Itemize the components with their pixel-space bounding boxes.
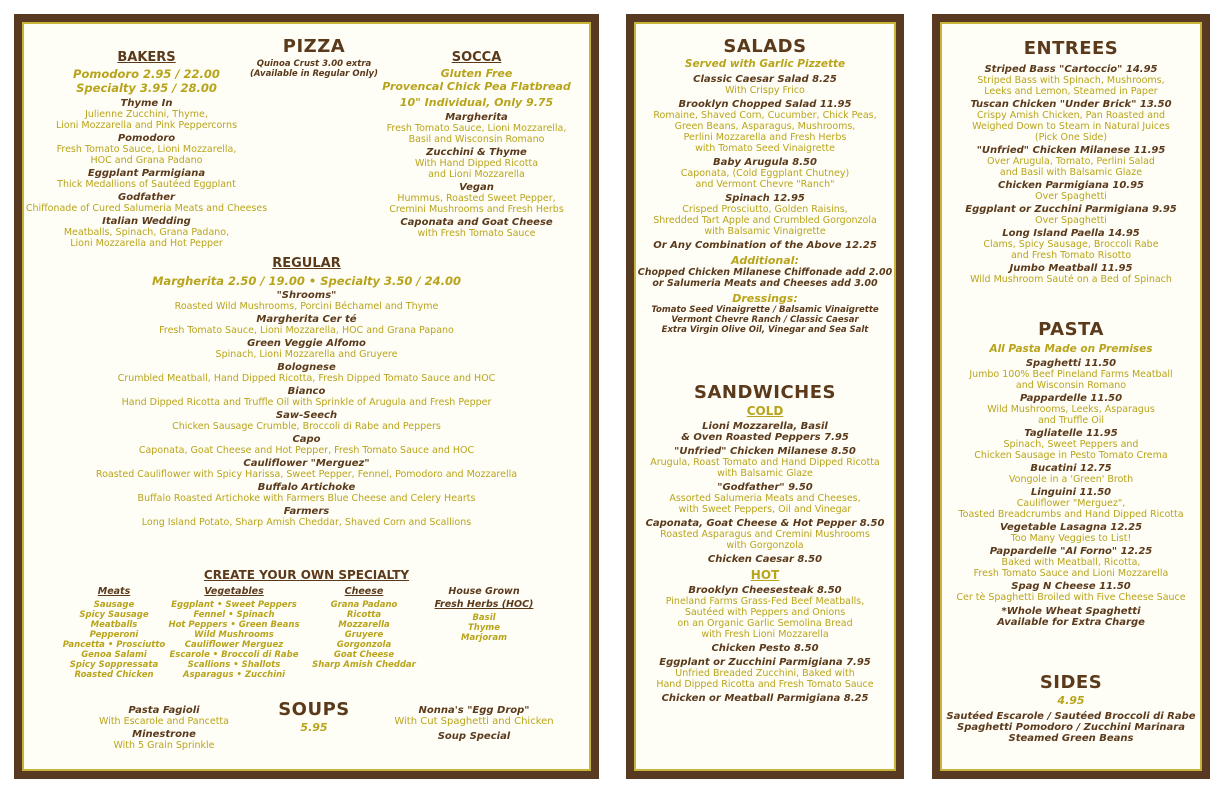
cheese-title: Cheese <box>344 586 384 597</box>
hot-title: HOT <box>750 568 780 582</box>
menu-item <box>636 585 894 640</box>
menu-item-desc: and Wisconsin Romano <box>1015 380 1127 391</box>
list-item: Sautéed Escarole / Sautéed Broccoli di Rabe <box>946 711 1196 722</box>
menu-item-desc: Fresh Tomato Sauce, Lioni Mozzarella, <box>386 123 567 134</box>
menu-item-desc: Weighed Down to Steam in Natural Juices <box>972 121 1170 132</box>
menu-item <box>379 217 574 239</box>
menu-item-desc: with Gorgonzola <box>726 540 804 551</box>
pasta-section <box>942 319 1200 628</box>
bakers-price-1: Pomodoro 2.95 / 22.00 <box>73 67 220 81</box>
additional-title: Additional: <box>731 254 799 267</box>
pasta-sub: All Pasta Made on Premises <box>989 343 1153 355</box>
menu-item-name: Green Veggie Alfomo <box>247 338 366 349</box>
menu-item-name: Eggplant or Zucchini Parmigiana 7.95 <box>659 657 871 668</box>
menu-item-desc: Spinach, Sweet Peppers and <box>1003 439 1139 450</box>
salads-title: SALADS <box>723 36 807 57</box>
menu-item-name: Margherita Cer té <box>256 314 357 325</box>
menu-item <box>636 643 894 654</box>
list-item: Ricotta <box>346 610 382 620</box>
list-item: Meatballs <box>90 620 138 630</box>
menu-item-desc: Hand Dipped Ricotta and Truffle Oil with Sprinkle of Arugula and Fresh Pepper <box>121 397 492 408</box>
list-item: Gorgonzola <box>336 640 392 650</box>
menu-item <box>942 145 1200 178</box>
menu-item <box>942 263 1200 285</box>
menu-item-name: Classic Caesar Salad 8.25 <box>693 74 837 85</box>
menu-item <box>942 393 1200 426</box>
menu-item-desc: Roasted Asparagus and Cremini Mushrooms <box>660 529 870 540</box>
menu-item-desc: with Sweet Peppers, Oil and Vinegar <box>678 504 852 515</box>
menu-item-name: Tagliatelle 11.95 <box>1024 428 1118 439</box>
menu-panel-pizza <box>14 14 599 779</box>
meats-list <box>54 600 174 680</box>
menu-item-desc: Pineland Farms Grass-Fed Beef Meatballs, <box>665 596 865 607</box>
pasta-title: PASTA <box>1038 319 1104 340</box>
menu-item <box>24 410 589 432</box>
menu-item-desc: Crumbled Meatball, Hand Dipped Ricotta, Fresh Dipped Tomato Sauce and HOC <box>117 373 496 384</box>
list-item: Escarole • Broccoli di Rabe <box>169 650 299 660</box>
menu-item-name: Pappardelle 11.50 <box>1019 393 1123 404</box>
menu-item-desc: with Balsamic Vinaigrette <box>704 226 826 237</box>
list-item: Asparagus • Zucchini <box>182 670 286 680</box>
menu-item-desc: Over Arugula, Tomato, Perlini Salad <box>987 156 1155 167</box>
menu-item-name: Spinach 12.95 <box>725 193 805 204</box>
menu-item-desc: Thick Medallions of Sautéed Eggplant <box>57 179 236 190</box>
menu-item-desc: Over Spaghetti <box>1035 191 1107 202</box>
menu-item-desc: Arugula, Roast Tomato and Hand Dipped Ricotta <box>650 457 880 468</box>
menu-item <box>24 434 589 456</box>
list-item: Sharp Amish Cheddar <box>312 660 416 670</box>
regular-prices: Margherita 2.50 / 19.00 • Specialty 3.50 / 24.00 <box>151 274 461 288</box>
menu-item <box>636 74 894 96</box>
pizza-header <box>239 36 389 79</box>
menu-item-desc: Caponata, (Cold Eggplant Chutney) <box>680 168 850 179</box>
herbs-title-2: Fresh Herbs (HOC) <box>434 599 534 610</box>
menu-item-name: Linguini 11.50 <box>1030 487 1112 498</box>
soup-egg-drop-desc: With Cut Spaghetti and Chicken <box>394 716 554 727</box>
menu-item-desc: Chiffonade of Cured Salumeria Meats and Cheeses <box>25 203 268 214</box>
list-item: Spaghetti Pomodoro / Zucchini Marinara <box>957 722 1185 733</box>
menu-item-desc: Spinach, Lioni Mozzarella and Gruyere <box>215 349 398 360</box>
list-item: Genoa Salami <box>81 650 147 660</box>
menu-item-desc: Vongole in a 'Green' Broth <box>1008 474 1134 485</box>
menu-item-desc: Cremini Mushrooms and Fresh Herbs <box>389 204 564 215</box>
list-item: Spicy Sausage <box>79 610 149 620</box>
sides-section <box>942 672 1200 744</box>
menu-item-desc: Romaine, Shaved Corn, Cucumber, Chick Peas, <box>653 110 877 121</box>
list-item: Wild Mushrooms <box>194 630 274 640</box>
additional-list <box>636 267 894 289</box>
panel-inner <box>22 22 591 771</box>
menu-item-name: Striped Bass "Cartoccio" 14.95 <box>984 64 1158 75</box>
menu-panel-entrees <box>932 14 1210 779</box>
menu-item-name: Brooklyn Chopped Salad 11.95 <box>678 99 852 110</box>
menu-item-name: Long Island Paella 14.95 <box>1002 228 1140 239</box>
socca-title: SOCCA <box>451 50 502 65</box>
list-item: Tomato Seed Vinaigrette / Balsamic Vinaigrette <box>651 305 879 315</box>
menu-item-name: Margherita <box>445 112 508 123</box>
menu-item <box>74 705 254 727</box>
menu-item-name: Buffalo Artichoke <box>257 482 356 493</box>
menu-item-desc: and Vermont Chevre "Ranch" <box>695 179 835 190</box>
regular-items <box>24 290 589 528</box>
menu-item-name: Thyme In <box>120 98 173 109</box>
menu-item-desc: Roasted Cauliflower with Spicy Harissa, Sweet Pepper, Fennel, Pomodoro and Mozzarella <box>95 469 518 480</box>
menu-item-desc: HOC and Grana Padano <box>90 155 203 166</box>
menu-item <box>636 693 894 704</box>
list-item: Sausage <box>93 600 135 610</box>
panel-inner <box>634 22 896 771</box>
create-herbs <box>424 586 544 643</box>
menu-item <box>636 446 894 479</box>
menu-item-name: & Oven Roasted Peppers 7.95 <box>681 432 849 443</box>
menu-item-name: Bianco <box>287 386 326 397</box>
menu-item-desc: Perlini Mozzarella and Fresh Herbs <box>683 132 847 143</box>
entrees-title: ENTREES <box>1023 38 1119 59</box>
menu-item-name: Eggplant Parmigiana <box>87 168 206 179</box>
menu-item <box>942 180 1200 202</box>
menu-item-desc: Basil and Wisconsin Romano <box>408 134 545 145</box>
soups-title: SOUPS <box>278 699 350 720</box>
menu-item-name: Farmers <box>283 506 330 517</box>
panel-inner <box>940 22 1202 771</box>
menu-item-desc: Too Many Veggies to List! <box>1010 533 1132 544</box>
menu-item <box>24 482 589 504</box>
menu-item <box>636 554 894 565</box>
menu-item-name: Vegetable Lasagna 12.25 <box>999 522 1143 533</box>
menu-item-desc: Buffalo Roasted Artichoke with Farmers Blue Cheese and Celery Hearts <box>137 493 476 504</box>
menu-item-desc: and Basil with Balsamic Glaze <box>999 167 1143 178</box>
menu-item-desc: With Hand Dipped Ricotta <box>414 158 539 169</box>
menu-item-desc: Shredded Tart Apple and Crumbled Gorgonzola <box>653 215 877 226</box>
menu-item <box>24 506 589 528</box>
menu-item <box>942 546 1200 579</box>
menu-item-desc: Unfried Breaded Zucchini, Baked with <box>675 668 855 679</box>
list-item: Cauliflower Merguez <box>184 640 284 650</box>
meats-title: Meats <box>97 586 131 597</box>
menu-item-desc: and Fresh Tomato Risotto <box>1010 250 1132 261</box>
menu-item-name: Chicken or Meatball Parmigiana 8.25 <box>661 693 869 704</box>
list-item: Extra Virgin Olive Oil, Vinegar and Sea Salt <box>661 325 869 335</box>
pasta-note-2: Available for Extra Charge <box>997 617 1145 628</box>
menu-item-desc: Hand Dipped Ricotta and Fresh Tomato Sauce <box>656 679 874 690</box>
menu-item-desc: Baked with Meatball, Ricotta, <box>1001 557 1141 568</box>
list-item: or Salumeria Meats and Cheeses add 3.00 <box>652 278 878 289</box>
cold-items <box>636 421 894 565</box>
menu-item <box>942 64 1200 97</box>
menu-item <box>942 581 1200 603</box>
dressings-title: Dressings: <box>732 292 798 305</box>
menu-item-desc: with Balsamic Glaze <box>717 468 813 479</box>
menu-item-name: Spag N Cheese 11.50 <box>1011 581 1131 592</box>
sides-price: 4.95 <box>1057 694 1085 707</box>
menu-item <box>636 240 894 251</box>
soup-special: Soup Special <box>437 731 511 742</box>
menu-item-desc: Hummus, Roasted Sweet Pepper, <box>397 193 556 204</box>
cold-title: COLD <box>746 404 784 418</box>
menu-item-desc: Over Spaghetti <box>1035 215 1107 226</box>
regular-title: REGULAR <box>272 256 341 271</box>
menu-item-desc: Wild Mushroom Sauté on a Bed of Spinach <box>970 274 1172 285</box>
list-item: Hot Peppers • Green Beans <box>168 620 300 630</box>
menu-item-desc: Cauliflower "Merguez", <box>1016 498 1126 509</box>
menu-item-name: "Unfried" Chicken Milanese 8.50 <box>674 446 856 457</box>
menu-item <box>942 428 1200 461</box>
create-own-title: CREATE YOUR OWN SPECIALTY <box>203 568 410 582</box>
menu-item-desc: Jumbo 100% Beef Pineland Farms Meatball <box>969 369 1173 380</box>
menu-item-name: Or Any Combination of the Above 12.25 <box>653 240 877 251</box>
menu-item <box>942 522 1200 544</box>
menu-item-desc: Lioni Mozzarella and Hot Pepper <box>70 238 223 249</box>
menu-item <box>636 482 894 515</box>
menu-item-name: Spaghetti 11.50 <box>1025 358 1117 369</box>
list-item: Grana Padano <box>330 600 398 610</box>
menu-item-desc: Long Island Potato, Sharp Amish Cheddar, Shaved Corn and Scallions <box>141 517 472 528</box>
menu-item <box>636 157 894 190</box>
menu-item-desc: Caponata, Goat Cheese and Hot Pepper, Fresh Tomato Sauce and HOC <box>138 445 475 456</box>
menu-item <box>24 458 589 480</box>
menu-item <box>24 168 269 190</box>
menu-item-name: Italian Wedding <box>102 216 191 227</box>
soup-egg-drop-name: Nonna's "Egg Drop" <box>418 705 530 716</box>
pizza-note-1: Quinoa Crust 3.00 extra <box>256 59 372 69</box>
menu-item-name: Chicken Pesto 8.50 <box>711 643 819 654</box>
list-item: Mozzarella <box>338 620 390 630</box>
menu-item <box>942 99 1200 143</box>
menu-item-desc: With Escarole and Pancetta <box>99 716 229 727</box>
sandwiches-title: SANDWICHES <box>694 382 836 403</box>
menu-item-name: "Shrooms" <box>276 290 337 301</box>
menu-item-desc: Toasted Breadcrumbs and Hand Dipped Ricotta <box>958 509 1184 520</box>
menu-item <box>24 386 589 408</box>
menu-item-name: Saw-Seech <box>275 410 338 421</box>
pizza-title: PIZZA <box>282 36 346 57</box>
create-cheese <box>299 586 429 670</box>
socca-sub-1: Gluten Free <box>440 67 513 80</box>
menu-item <box>942 463 1200 485</box>
menu-item-name: Vegan <box>459 182 494 193</box>
menu-item-desc: on an Organic Garlic Semolina Bread <box>677 618 853 629</box>
menu-item <box>24 338 589 360</box>
menu-item-desc: Striped Bass with Spinach, Mushrooms, <box>977 75 1165 86</box>
list-item: Marjoram <box>461 633 507 643</box>
list-item: Thyme <box>467 623 500 633</box>
salads-section <box>636 36 894 335</box>
soups-left-items <box>74 705 254 751</box>
menu-item-name: Tuscan Chicken "Under Brick" 13.50 <box>970 99 1172 110</box>
menu-item-desc: (Pick One Side) <box>1034 132 1108 143</box>
menu-item-name: Bucatini 12.75 <box>1030 463 1112 474</box>
list-item: Goat Cheese <box>333 650 395 660</box>
menu-item-name: Capo <box>292 434 321 445</box>
bakers-price-2: Specialty 3.95 / 28.00 <box>76 81 217 95</box>
hot-items <box>636 585 894 704</box>
create-meats <box>54 586 174 680</box>
soups-right <box>379 705 569 742</box>
menu-item-name: Eggplant or Zucchini Parmigiana 9.95 <box>965 204 1177 215</box>
vegetables-list <box>164 600 304 680</box>
entrees-items <box>942 64 1200 285</box>
menu-item-name: Pappardelle "Al Forno" 12.25 <box>989 546 1153 557</box>
list-item: Gruyere <box>344 630 384 640</box>
pizza-note-2: (Available in Regular Only) <box>250 69 378 79</box>
sandwiches-section <box>636 382 894 704</box>
menu-item-desc: Lioni Mozzarella and Pink Peppercorns <box>55 120 238 131</box>
pasta-note-1: *Whole Wheat Spaghetti <box>1001 606 1141 617</box>
menu-item-name: Lioni Mozzarella, Basil <box>702 421 828 432</box>
menu-item-desc: Leeks and Lemon, Steamed in Paper <box>984 86 1158 97</box>
menu-item-desc: Fresh Tomato Sauce, Lioni Mozzarella, <box>56 144 237 155</box>
menu-item-desc: With 5 Grain Sprinkle <box>113 740 215 751</box>
menu-item-desc: Meatballs, Spinach, Grana Padano, <box>63 227 230 238</box>
menu-item-name: Caponata and Goat Cheese <box>400 217 553 228</box>
menu-item-name: Cauliflower "Merguez" <box>243 458 370 469</box>
salads-sub: Served with Garlic Pizzette <box>684 58 846 70</box>
menu-item-name: Chicken Parmigiana 10.95 <box>997 180 1145 191</box>
menu-item-desc: with Fresh Tomato Sauce <box>417 228 536 239</box>
menu-item-desc: Wild Mushrooms, Leeks, Asparagus <box>987 404 1155 415</box>
menu-item <box>24 290 589 312</box>
socca-sub-3: 10" Individual, Only 9.75 <box>399 96 554 109</box>
soups-price: 5.95 <box>300 721 328 734</box>
menu-item-desc: Clams, Spicy Sausage, Broccoli Rabe <box>983 239 1159 250</box>
menu-item <box>636 421 894 443</box>
list-item: Spicy Soppressata <box>69 660 159 670</box>
list-item: Scallions • Shallots <box>187 660 281 670</box>
bakers-section <box>24 50 269 249</box>
list-item: Basil <box>472 613 496 623</box>
menu-item-desc: Crispy Amish Chicken, Pan Roasted and <box>976 110 1166 121</box>
menu-item-desc: Fresh Tomato Sauce, Lioni Mozzarella, HOC and Grana Papano <box>159 325 454 336</box>
menu-item <box>942 204 1200 226</box>
menu-item <box>636 193 894 237</box>
list-item: Fennel • Spinach <box>193 610 275 620</box>
menu-item-name: Pasta Fagioli <box>128 705 200 716</box>
menu-item-name: "Godfather" 9.50 <box>717 482 813 493</box>
menu-item-name: Minestrone <box>132 729 196 740</box>
menu-item-name: Godfather <box>118 192 175 203</box>
menu-item-name: Brooklyn Cheesesteak 8.50 <box>688 585 842 596</box>
cheese-list <box>299 600 429 670</box>
menu-item <box>636 657 894 690</box>
sides-list <box>942 711 1200 744</box>
menu-item <box>942 487 1200 520</box>
menu-item-desc: with Tomato Seed Vinaigrette <box>695 143 835 154</box>
socca-sub-2: Provencal Chick Pea Flatbread <box>382 80 571 93</box>
menu-item-desc: and Lioni Mozzarella <box>428 169 525 180</box>
menu-item <box>74 729 254 751</box>
menu-item <box>636 99 894 154</box>
menu-item-desc: Assorted Salumeria Meats and Cheeses, <box>669 493 861 504</box>
menu-item-name: Bolognese <box>277 362 336 373</box>
menu-item-desc: With Crispy Frico <box>725 85 805 96</box>
menu-item-desc: Green Beans, Asparagus, Mushrooms, <box>674 121 856 132</box>
menu-item-desc: Chicken Sausage in Pesto Tomato Crema <box>974 450 1168 461</box>
menu-item-desc: with Fresh Lioni Mozzarella <box>701 629 829 640</box>
menu-item <box>636 518 894 551</box>
menu-item-name: "Unfried" Chicken Milanese 11.95 <box>976 145 1166 156</box>
salads-items <box>636 74 894 251</box>
list-item: Steamed Green Beans <box>1008 733 1134 744</box>
list-item: Vermont Chevre Ranch / Classic Caesar <box>671 315 859 325</box>
menu-item-name: Baby Arugula 8.50 <box>713 157 817 168</box>
regular-section <box>24 256 589 528</box>
menu-item <box>24 133 269 166</box>
menu-item <box>24 98 269 131</box>
menu-item-name: Jumbo Meatball 11.95 <box>1009 263 1133 274</box>
menu-item <box>942 228 1200 261</box>
menu-item-name: Chicken Caesar 8.50 <box>707 554 823 565</box>
bakers-items <box>24 98 269 249</box>
menu-item-desc: and Truffle Oil <box>1037 415 1105 426</box>
herbs-title-1: House Grown <box>448 586 520 597</box>
menu-item-name: Zucchini & Thyme <box>426 147 527 158</box>
entrees-section <box>942 38 1200 285</box>
list-item: Pancetta • Prosciutto <box>62 640 166 650</box>
soups-header <box>259 699 369 734</box>
menu-item <box>379 182 574 215</box>
menu-item-desc: Fresh Tomato Sauce and Lioni Mozzarella <box>973 568 1169 579</box>
sides-title: SIDES <box>1039 672 1103 693</box>
dressings-list <box>636 305 894 335</box>
menu-panel-salads <box>626 14 904 779</box>
vegetables-title: Vegetables <box>204 586 264 597</box>
menu-item-desc: Crisped Prosciutto, Golden Raisins, <box>682 204 848 215</box>
menu-item-desc: Julienne Zucchini, Thyme, <box>85 109 208 120</box>
menu-item <box>24 192 269 214</box>
menu-item <box>379 147 574 180</box>
soups-left <box>74 705 254 751</box>
list-item: Chopped Chicken Milanese Chiffonade add 2.00 <box>637 267 893 278</box>
list-item: Roasted Chicken <box>74 670 154 680</box>
menu-item <box>379 112 574 145</box>
menu-item-name: Caponata, Goat Cheese & Hot Pepper 8.50 <box>645 518 885 529</box>
socca-section <box>379 50 574 239</box>
menu-item <box>24 216 269 249</box>
menu-item-name: Pomodoro <box>117 133 176 144</box>
socca-items <box>379 112 574 239</box>
menu-item-desc: Sautéed with Peppers and Onions <box>684 607 846 618</box>
list-item: Eggplant • Sweet Peppers <box>171 600 297 610</box>
pasta-items <box>942 358 1200 603</box>
herbs-list <box>424 613 544 643</box>
menu-item <box>24 362 589 384</box>
list-item: Pepperoni <box>89 630 139 640</box>
menu-item <box>24 314 589 336</box>
menu-item-desc: Chicken Sausage Crumble, Broccoli di Rabe and Peppers <box>172 421 441 432</box>
menu-item-desc: Cer tè Spaghetti Broiled with Five Cheese Sauce <box>956 592 1186 603</box>
menu-item <box>942 358 1200 391</box>
create-vegetables <box>164 586 304 680</box>
bakers-title: BAKERS <box>117 50 176 65</box>
menu-item-desc: Roasted Wild Mushrooms, Porcini Béchamel and Thyme <box>174 301 439 312</box>
